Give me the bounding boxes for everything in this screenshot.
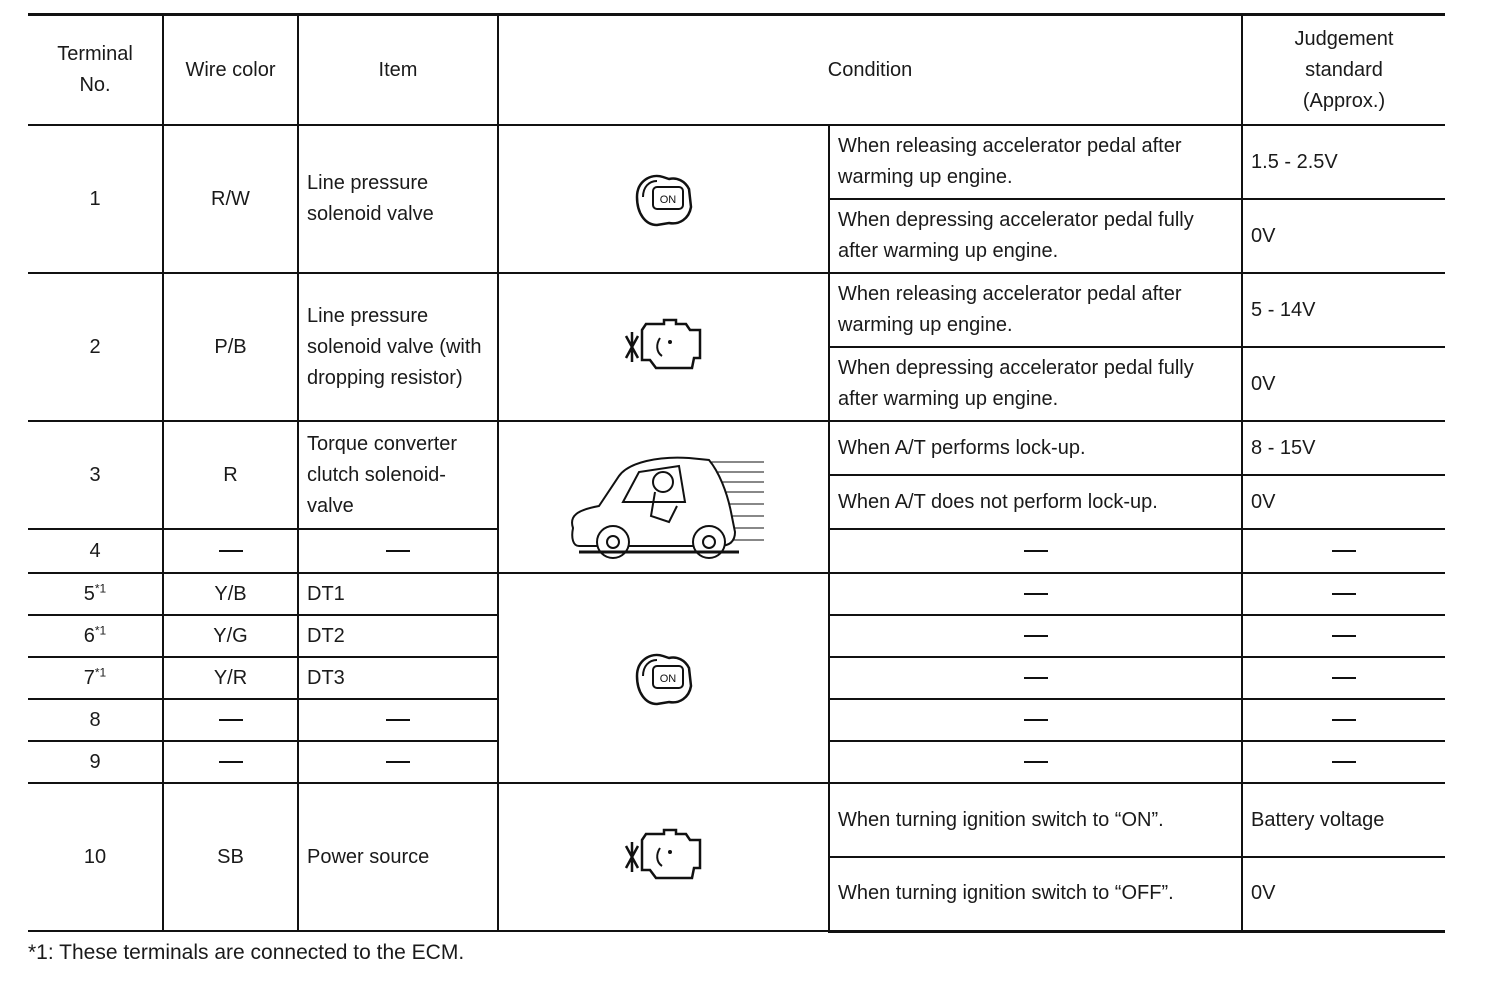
dash	[1024, 593, 1048, 595]
judgement-value: Battery voltage	[1242, 783, 1445, 857]
wire-color	[163, 529, 298, 573]
item-name: Torque converter clutch solenoid-valve	[298, 421, 498, 529]
dash	[1024, 677, 1048, 679]
dash	[219, 761, 243, 763]
terminal-no: 5$^{*1}$	[28, 573, 163, 615]
item-name	[298, 741, 498, 783]
judgement-value: 1.5 - 2.5V	[1242, 125, 1445, 199]
item-name: Line pressure solenoid valve (with dropping resistor)	[298, 273, 498, 421]
terminal-no: 8	[28, 699, 163, 741]
dash	[1332, 761, 1356, 763]
dash	[1024, 719, 1048, 721]
item-name: DT3	[298, 657, 498, 699]
judgement-value	[1242, 741, 1445, 783]
terminal-no: 10	[28, 783, 163, 931]
dash	[1332, 550, 1356, 552]
engine-running-icon	[498, 783, 829, 931]
item-name: Power source	[298, 783, 498, 931]
header-item: Item	[298, 15, 498, 126]
dash	[1332, 635, 1356, 637]
driving-car-icon	[498, 421, 829, 573]
condition-text: When releasing accelerator pedal after warming up engine.	[829, 125, 1242, 199]
item-name	[298, 529, 498, 573]
condition-text	[829, 657, 1242, 699]
dash	[1024, 550, 1048, 552]
terminal-no: 3	[28, 421, 163, 529]
judgement-value	[1242, 529, 1445, 573]
dash	[1332, 593, 1356, 595]
terminal-table	[28, 13, 1445, 933]
terminal-no: 9	[28, 741, 163, 783]
wire-color: R/W	[163, 125, 298, 273]
dash	[386, 761, 410, 763]
judgement-value	[1242, 573, 1445, 615]
wire-color	[163, 699, 298, 741]
table-row	[28, 573, 1445, 615]
dash	[386, 550, 410, 552]
item-name	[298, 699, 498, 741]
judgement-value: 0V	[1242, 475, 1445, 529]
terminal-no: 7$^{*1}$	[28, 657, 163, 699]
condition-text: When A/T does not perform lock-up.	[829, 475, 1242, 529]
ignition-key-icon	[498, 573, 829, 783]
item-name: Line pressure solenoid valve	[298, 125, 498, 273]
judgement-value: 8 - 15V	[1242, 421, 1445, 475]
dash	[219, 550, 243, 552]
dash	[1024, 761, 1048, 763]
terminal-no: 4	[28, 529, 163, 573]
svg-text:ON: ON	[659, 673, 676, 685]
judgement-value: 5 - 14V	[1242, 273, 1445, 347]
engine-running-icon	[498, 273, 829, 421]
condition-text: When turning ignition switch to “OFF”.	[829, 857, 1242, 931]
header-row	[28, 15, 1445, 126]
condition-text: When A/T performs lock-up.	[829, 421, 1242, 475]
ignition-key-icon	[498, 125, 829, 273]
terminal-no: 1	[28, 125, 163, 273]
svg-text:ON: ON	[659, 194, 676, 206]
judgement-value	[1242, 615, 1445, 657]
wire-color: SB	[163, 783, 298, 931]
footnote: *1: These terminals are connected to the ECM.	[28, 941, 465, 964]
judgement-value: 0V	[1242, 347, 1445, 421]
judgement-value	[1242, 699, 1445, 741]
terminal-no: 6$^{*1}$	[28, 615, 163, 657]
item-name: DT1	[298, 573, 498, 615]
wire-color: Y/G	[163, 615, 298, 657]
dash	[219, 719, 243, 721]
table-row	[28, 273, 1445, 347]
condition-text	[829, 529, 1242, 573]
judgement-value: 0V	[1242, 857, 1445, 931]
condition-text: When depressing accelerator pedal fully after warming up engine.	[829, 347, 1242, 421]
condition-text: When releasing accelerator pedal after warming up engine.	[829, 273, 1242, 347]
condition-text	[829, 573, 1242, 615]
header-terminal: Terminal No.	[28, 15, 163, 126]
table-row	[28, 421, 1445, 475]
condition-text	[829, 615, 1242, 657]
table-row	[28, 125, 1445, 199]
header-judgement: Judgement standard (Approx.)	[1242, 15, 1445, 126]
header-condition: Condition	[498, 15, 1242, 126]
header-wire-color: Wire color	[163, 15, 298, 126]
dash	[1332, 719, 1356, 721]
judgement-value: 0V	[1242, 199, 1445, 273]
dash	[1332, 677, 1356, 679]
dash	[1024, 635, 1048, 637]
wire-color: P/B	[163, 273, 298, 421]
wire-color: Y/R	[163, 657, 298, 699]
condition-text: When depressing accelerator pedal fully after warming up engine.	[829, 199, 1242, 273]
judgement-value	[1242, 657, 1445, 699]
condition-text: When turning ignition switch to “ON”.	[829, 783, 1242, 857]
table-row	[28, 783, 1445, 857]
dash	[386, 719, 410, 721]
condition-text	[829, 699, 1242, 741]
wire-color	[163, 741, 298, 783]
wire-color: R	[163, 421, 298, 529]
wire-color: Y/B	[163, 573, 298, 615]
item-name: DT2	[298, 615, 498, 657]
condition-text	[829, 741, 1242, 783]
terminal-no: 2	[28, 273, 163, 421]
